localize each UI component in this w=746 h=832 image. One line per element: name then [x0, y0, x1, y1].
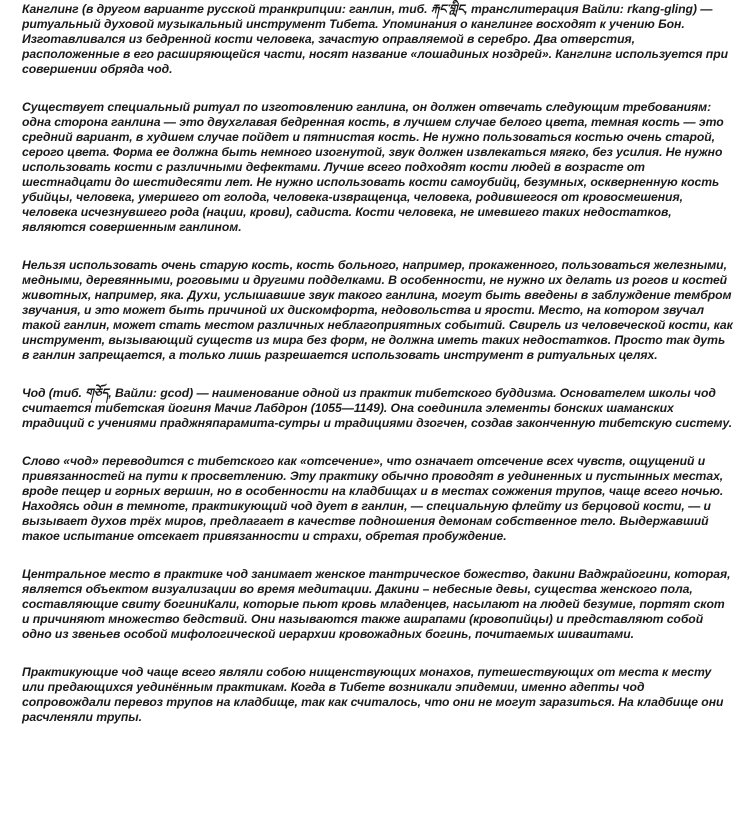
paragraph-ritual-requirements: Существует специальный ритуал по изготовлению ганлина, он должен отвечать следующим требованиям: одна сторона ганлина — это двухглавая бедренная кость, в лучшем случае белого цвета, темная кость — это средний вариант, в худшем случае пойдет и пятнистая кость. Не нужно пользоваться костью очень старой, серого цвета. Форма ее должна быть немного изогнутой, звук должен извлекаться мягко, без усилия. Не нужно использовать кости с различными дефектами. Лучше всего подходят кости людей в возрасте от шестнадцати до шестидесяти лет. Не нужно использовать кости самоубийц, безумных, оскверненную кость убийцы, человека, умершего от голода, человека-извращенца, человека, родившегося от кровосмешения, человека исчезнувшего рода (нации, крови), садиста. Кости человека, не имевшего таких недостатков, являются совершенным ганлином. [22, 100, 724, 234]
paragraph-chod-definition: Чод (тиб. གཅོད, Вайли: gcod) — наименование одной из практик тибетского буддизма. Основателем школы чод считается тибетская йогиня Мачиг Лабдрон (1055—1149). Она соединила элементы бонских шаманских традиций с учениями праджняпарамита-сутры и традициями дзогчен, создав законченную тибетскую систему. [22, 386, 733, 430]
paragraph-forbidden-materials: Нельзя использовать очень старую кость, кость больного, например, прокаженного, пользоваться железными, медными, деревянными, роговыми и другими подделками. В особенности, не нужно их делать из рогов и костей животных, например, яка. Духи, услышавшие звук такого ганлина, могут быть введены в заблуждение тембром звучания, и это может быть причиной их дискомфорта, недовольства и ярости. Место, на котором звучал такой ганлин, может стать местом различных неблагоприятных событий. Свирель из человеческой кости, как инструмент, вызывающий существ из мира без форм, не должна иметь таких недостатков. Просто так дуть в ганлин запрещается, а только лишь разрешается использовать инструмент в ритуальных целях. [22, 258, 733, 362]
article-body [22, 2, 734, 725]
paragraph-chod-practitioners: Практикующие чод чаще всего являли собою нищенствующих монахов, путешествующих от места к месту или предающихся уединённым практикам. Когда в Тибете возникали эпидемии, именно адепты чод сопровождали перевоз трупов на кладбище, так как считалось, что они не могут заразиться. На кладбище они расчленяли трупы. [22, 665, 724, 724]
paragraph-kangling-intro: Канглинг (в другом варианте русской транкрипции: ганлин, тиб. རྐང་གླིང, транслитерация Вайли: rkang-gling) — ритуальный духовой музыкальный инструмент Тибета. Упоминания о канглинге восходят к учению Бон. Изготавливался из бедренной кости человека, зачастую оправляемой в серебро. Два отверстия, расположенные в его расширяющейся части, носят название «лошадиных ноздрей». Канглинг используется при совершении обряда чод. [22, 2, 728, 76]
paragraph-chod-meaning: Слово «чод» переводится с тибетского как «отсечение», что означает отсечение всех чувств, ощущений и привязанностей на пути к просветлению. Эту практику обычно проводят в уединенных и пустынных местах, вроде пещер и горных вершин, но в особенности на кладбищах и в местах сожжения трупов, чаще всего ночью. Находясь один в темноте, практикующий чод дует в ганлин, — специальную флейту из берцовой кости, — и вызывает духов трёх миров, предлагает в качестве подношения демонам собственное тело. Выдержавший такое испытание отсекает привязанности и страхи, обретая пробуждение. [22, 454, 724, 543]
paragraph-vajrayogini: Центральное место в практике чод занимает женское тантрическое божество, дакини Ваджрайогини, которая, является объектом визуализации во время медитации. Дакини – небесные девы, существа женского пола, составляющие свиту богиниКали, которые пьют кровь младенцев, насылают на людей безумие, портят скот и причиняют множество бедствий. Они называются также ашрапами (кровопийцы) и представляют собой одно из звеньев особой мифологической иерархии кровожадных богинь, почитаемых шиваитами. [22, 567, 731, 641]
